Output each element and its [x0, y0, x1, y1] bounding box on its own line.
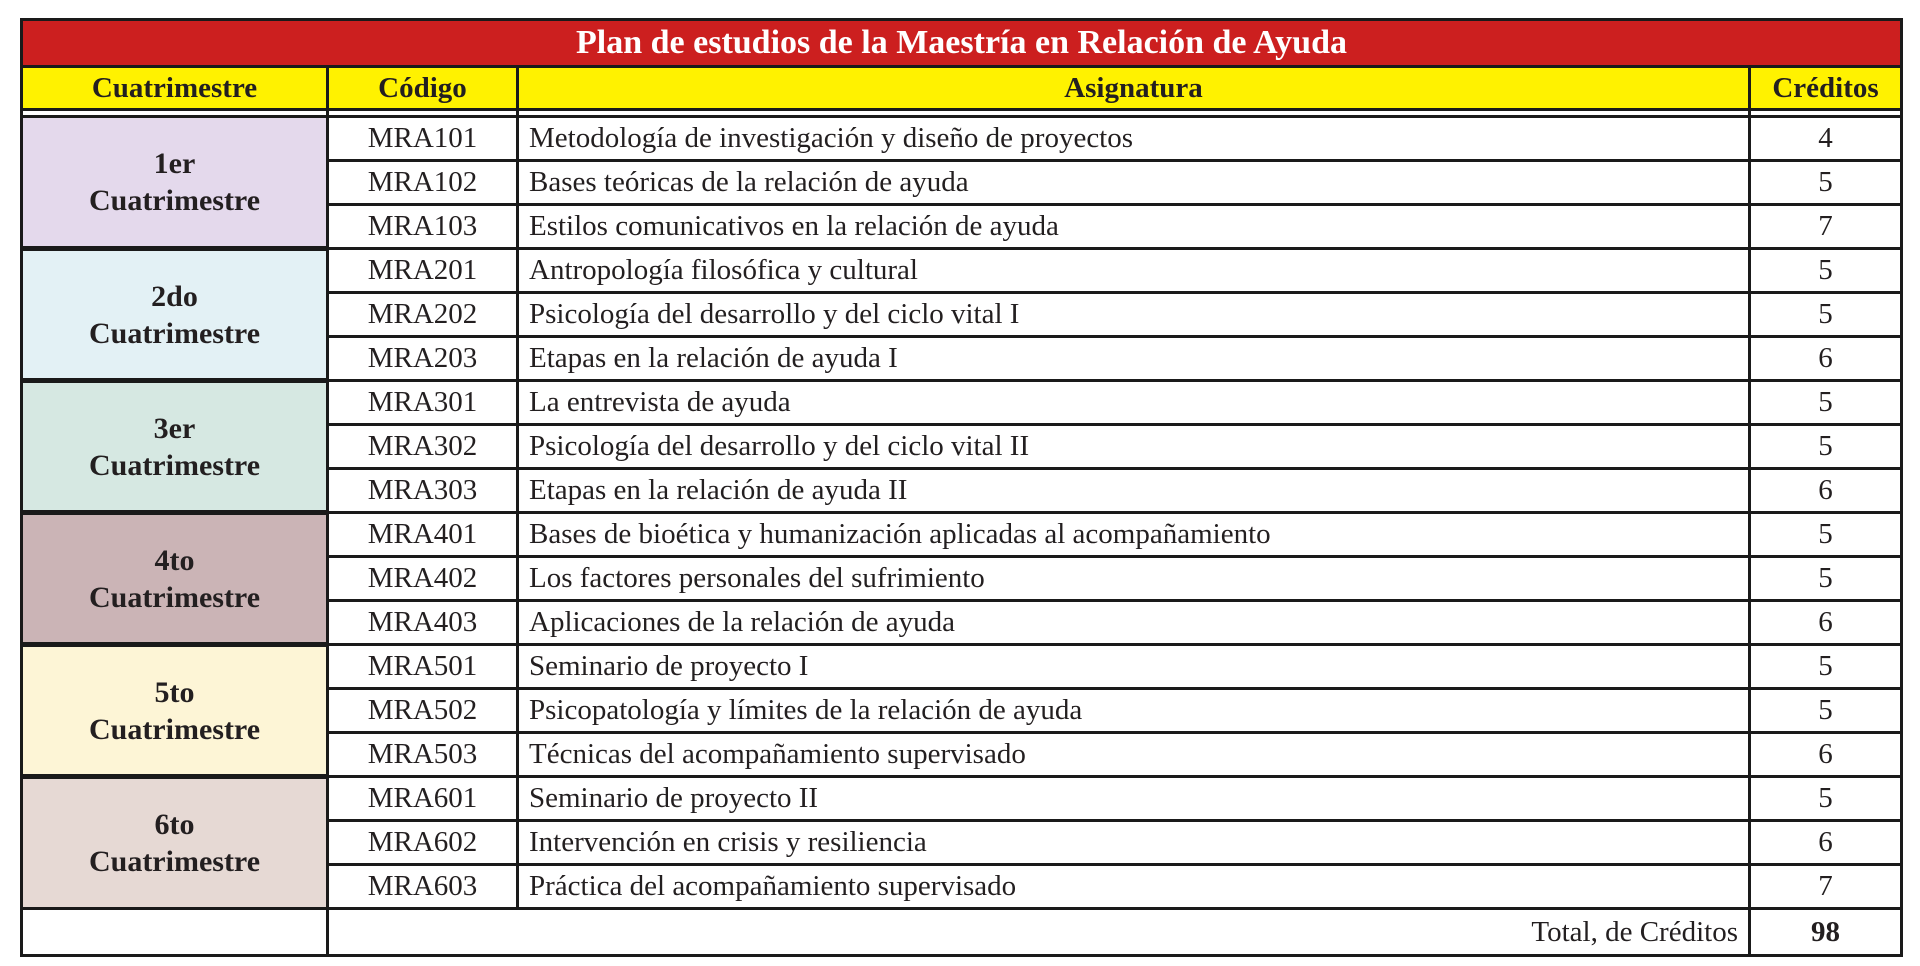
course-credits: 5 [1750, 777, 1902, 821]
semester-ordinal: 4to [154, 543, 195, 577]
course-credits: 7 [1750, 205, 1902, 249]
semester-label: Cuatrimestre [88, 448, 261, 482]
semester-label: Cuatrimestre [88, 316, 261, 350]
course-credits: 6 [1750, 601, 1902, 645]
curriculum-body [22, 117, 1902, 909]
course-code: MRA301 [328, 381, 518, 425]
course-row [22, 249, 1902, 293]
semester-label: Cuatrimestre [88, 184, 261, 217]
course-code: MRA501 [328, 645, 518, 689]
semester-cell [22, 645, 328, 777]
course-row [22, 645, 1902, 689]
semester-ordinal: 6to [154, 808, 195, 841]
semester-label: Cuatrimestre [88, 712, 261, 746]
course-row [22, 513, 1902, 557]
course-name: Los factores personales del sufrimiento [518, 557, 1750, 601]
course-credits: 5 [1750, 161, 1902, 205]
course-credits: 6 [1750, 733, 1902, 777]
course-credits: 5 [1750, 557, 1902, 601]
course-name: Psicología del desarrollo y del ciclo vital I [518, 293, 1750, 337]
course-code: MRA603 [328, 865, 518, 909]
course-credits: 5 [1750, 381, 1902, 425]
course-name: Intervención en crisis y resiliencia [518, 821, 1750, 865]
course-credits: 6 [1750, 337, 1902, 381]
semester-cell [22, 249, 328, 381]
header-cuatrimestre: Cuatrimestre [22, 67, 328, 110]
course-row [22, 117, 1902, 161]
semester-cell [22, 513, 328, 645]
header-row [22, 67, 1902, 110]
course-row [22, 777, 1902, 821]
course-code: MRA103 [328, 205, 518, 249]
semester-label: Cuatrimestre [88, 580, 261, 614]
course-name: Técnicas del acompañamiento supervisado [518, 733, 1750, 777]
course-credits: 6 [1750, 821, 1902, 865]
header-spacer [22, 110, 1902, 117]
total-blank-cell [22, 909, 328, 956]
semester-ordinal: 1er [153, 147, 196, 180]
course-name: Bases de bioética y humanización aplicadas al acompañamiento [518, 513, 1750, 557]
course-credits: 5 [1750, 645, 1902, 689]
course-credits: 7 [1750, 865, 1902, 909]
course-name: Metodología de investigación y diseño de proyectos [518, 117, 1750, 161]
course-credits: 5 [1750, 689, 1902, 733]
course-credits: 6 [1750, 469, 1902, 513]
course-name: Psicología del desarrollo y del ciclo vital II [518, 425, 1750, 469]
course-row [22, 381, 1902, 425]
course-name: Etapas en la relación de ayuda II [518, 469, 1750, 513]
course-credits: 5 [1750, 249, 1902, 293]
course-name: Antropología filosófica y cultural [518, 249, 1750, 293]
semester-label: Cuatrimestre [88, 845, 261, 878]
course-code: MRA303 [328, 469, 518, 513]
course-name: Seminario de proyecto I [518, 645, 1750, 689]
header-asignatura: Asignatura [518, 67, 1750, 110]
total-label: Total, de Créditos [328, 909, 1750, 956]
course-code: MRA602 [328, 821, 518, 865]
semester-cell [22, 777, 328, 909]
curriculum-table [20, 18, 1903, 957]
course-code: MRA503 [328, 733, 518, 777]
course-name: Práctica del acompañamiento supervisado [518, 865, 1750, 909]
course-name: La entrevista de ayuda [518, 381, 1750, 425]
course-name: Seminario de proyecto II [518, 777, 1750, 821]
course-code: MRA302 [328, 425, 518, 469]
course-code: MRA403 [328, 601, 518, 645]
course-credits: 5 [1750, 425, 1902, 469]
semester-cell [22, 381, 328, 513]
total-value: 98 [1750, 909, 1902, 956]
course-credits: 4 [1750, 117, 1902, 161]
table-title: Plan de estudios de la Maestría en Relación de Ayuda [22, 20, 1902, 67]
course-name: Estilos comunicativos en la relación de ayuda [518, 205, 1750, 249]
total-row [22, 909, 1902, 956]
course-code: MRA201 [328, 249, 518, 293]
semester-ordinal: 3er [153, 411, 196, 445]
header-codigo: Código [328, 67, 518, 110]
semester-cell [22, 117, 328, 249]
course-credits: 5 [1750, 293, 1902, 337]
course-code: MRA601 [328, 777, 518, 821]
header-creditos: Créditos [1750, 67, 1902, 110]
semester-ordinal: 2do [151, 279, 198, 313]
course-code: MRA102 [328, 161, 518, 205]
course-name: Etapas en la relación de ayuda I [518, 337, 1750, 381]
course-credits: 5 [1750, 513, 1902, 557]
course-code: MRA402 [328, 557, 518, 601]
course-code: MRA203 [328, 337, 518, 381]
course-code: MRA202 [328, 293, 518, 337]
course-code: MRA502 [328, 689, 518, 733]
course-name: Psicopatología y límites de la relación de ayuda [518, 689, 1750, 733]
semester-ordinal: 5to [154, 675, 195, 709]
course-code: MRA401 [328, 513, 518, 557]
course-name: Aplicaciones de la relación de ayuda [518, 601, 1750, 645]
course-code: MRA101 [328, 117, 518, 161]
course-name: Bases teóricas de la relación de ayuda [518, 161, 1750, 205]
